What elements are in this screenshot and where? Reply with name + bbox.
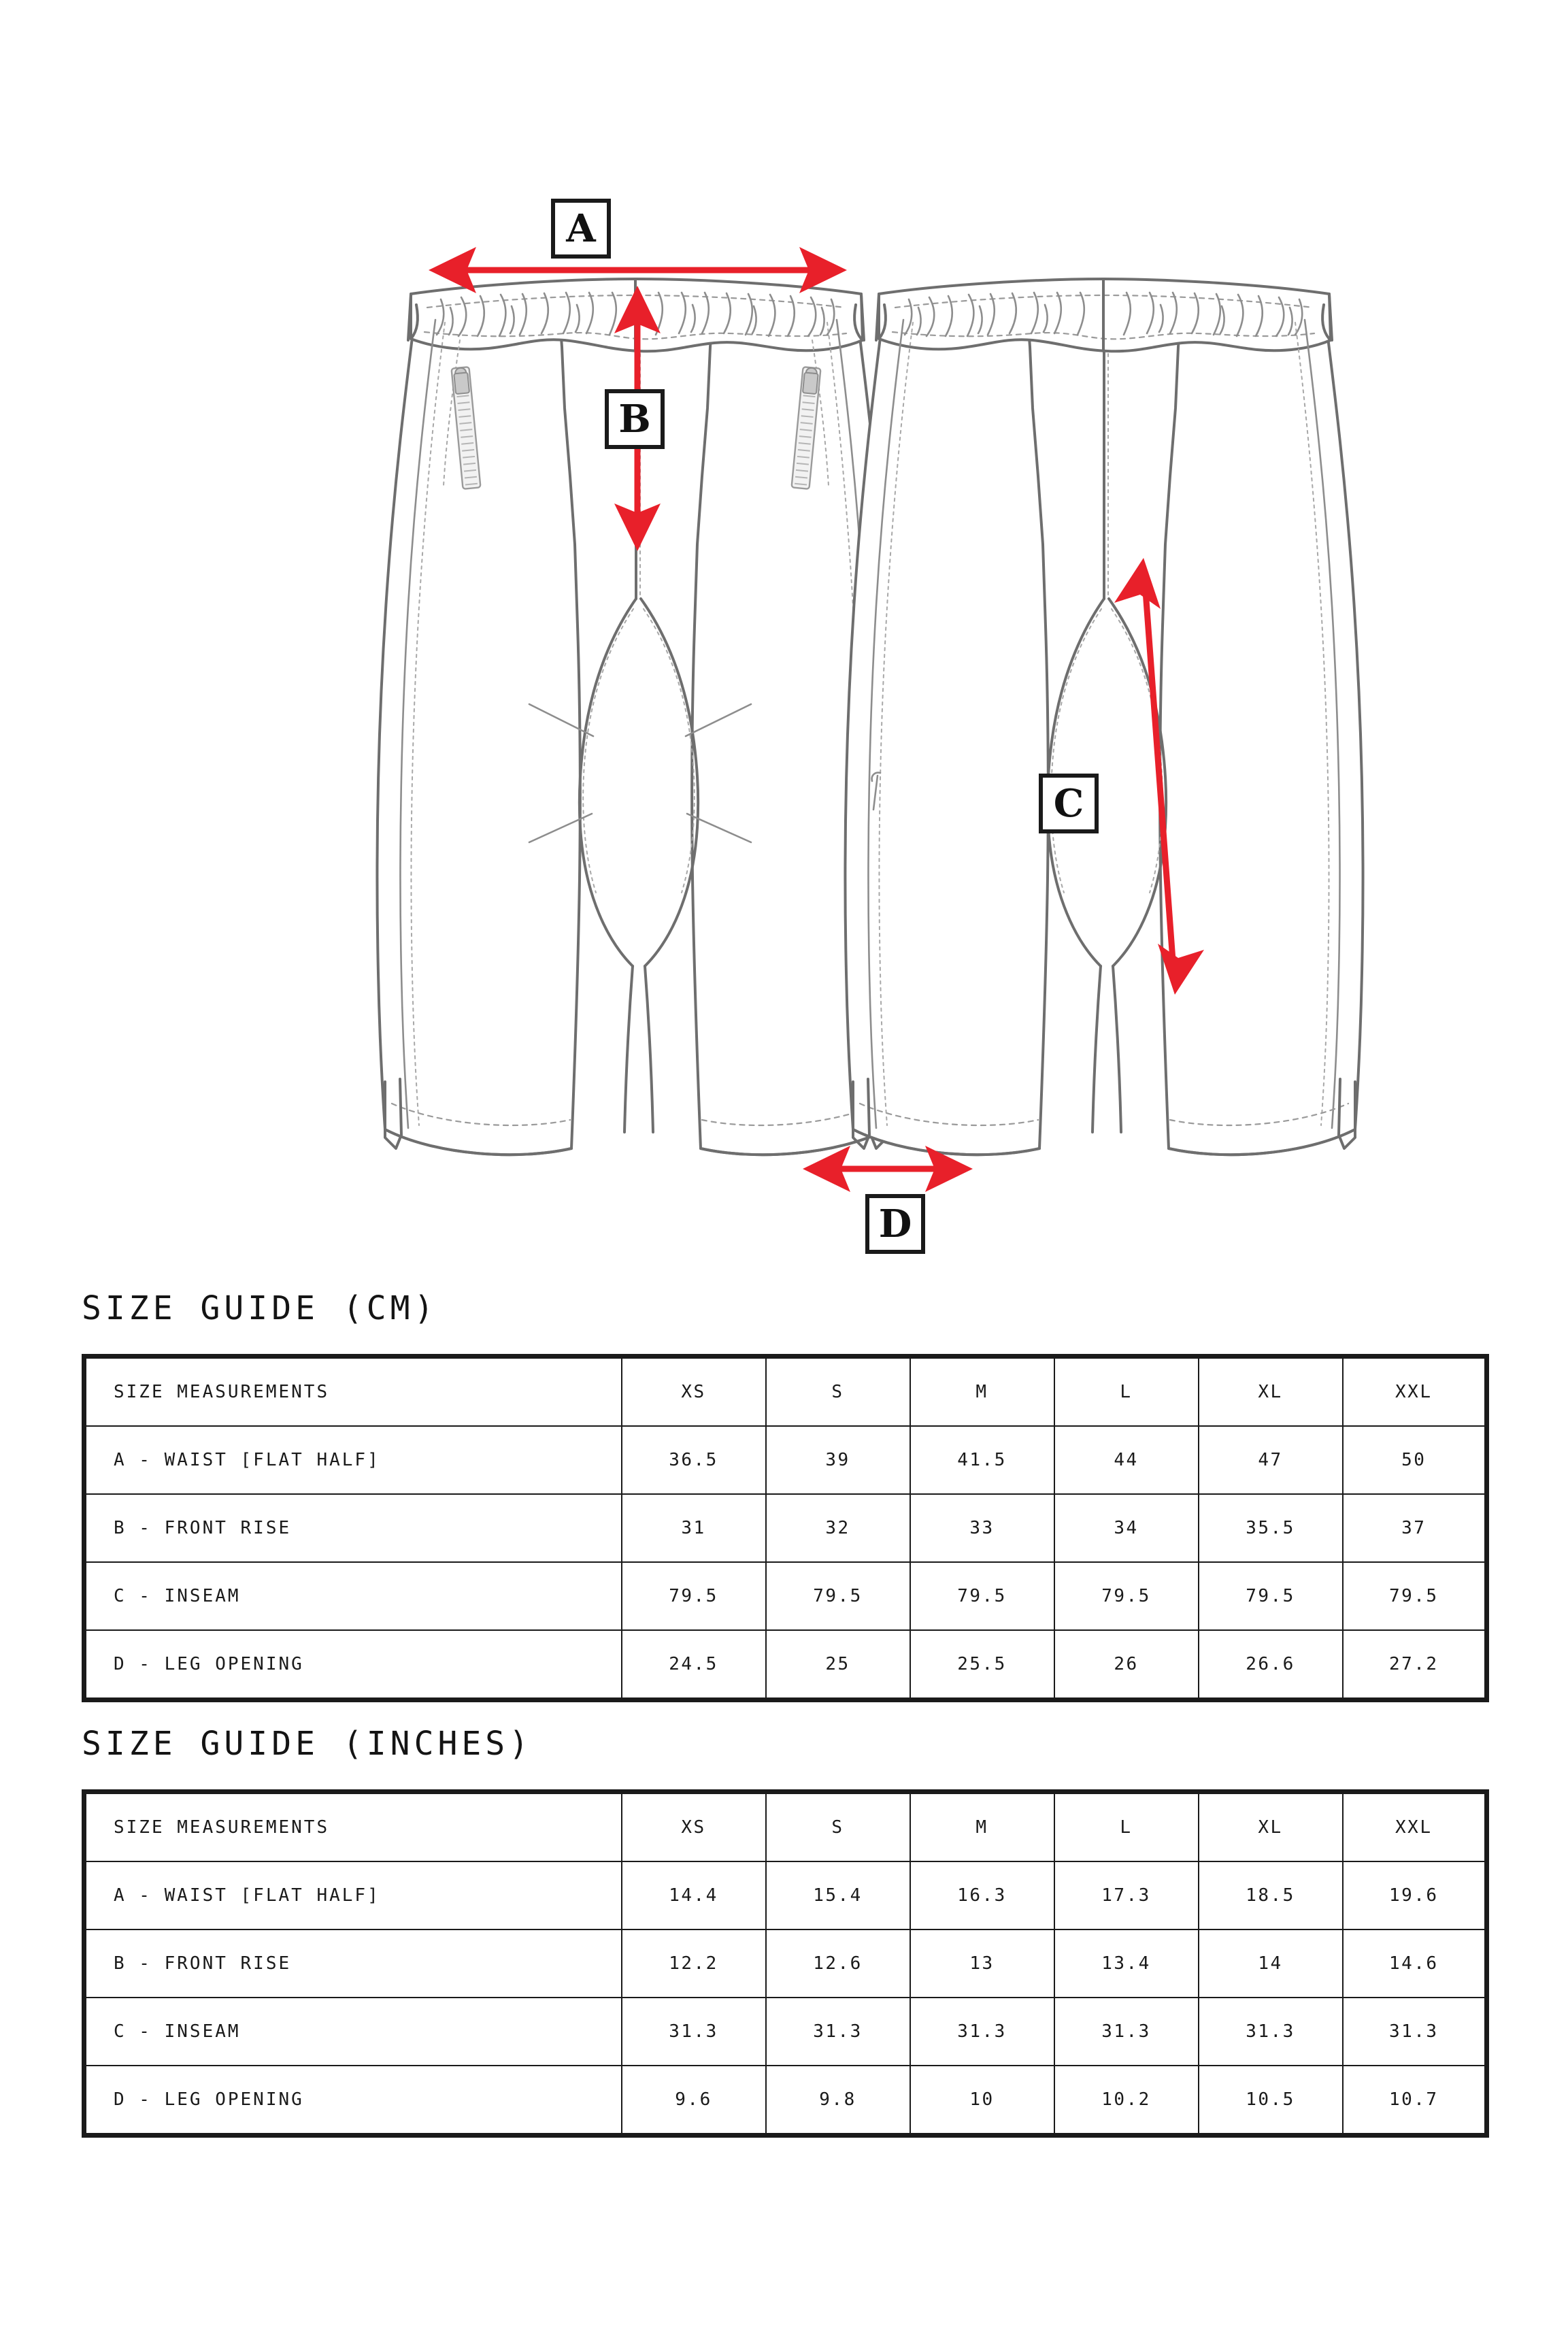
cell-value: 19.6 [1343,1861,1487,1929]
column-header-s: S [766,1357,910,1427]
cell-value: 79.5 [766,1562,910,1630]
size-guide-cm-table [82,1354,1489,1702]
cell-value: 37 [1343,1494,1487,1562]
marker-label-d: D [878,1202,912,1246]
column-header-s: S [766,1792,910,1862]
cell-value: 26.6 [1199,1630,1343,1700]
size-guide-inches-title: SIZE GUIDE (INCHES) [82,1725,533,1763]
size-guide-inches-table [82,1789,1489,2138]
cell-value: 26 [1054,1630,1199,1700]
row-label-leg-opening: D - LEG OPENING [84,1630,622,1700]
cell-value: 79.5 [910,1562,1054,1630]
table-row [84,1494,1487,1562]
cell-value: 79.5 [1054,1562,1199,1630]
cell-value: 18.5 [1199,1861,1343,1929]
cell-value: 13.4 [1054,1929,1199,1998]
cell-value: 50 [1343,1426,1487,1494]
cell-value: 35.5 [1199,1494,1343,1562]
column-header-l: L [1054,1792,1199,1862]
cell-value: 36.5 [622,1426,766,1494]
cell-value: 44 [1054,1426,1199,1494]
cell-value: 27.2 [1343,1630,1487,1700]
table-header-row [84,1792,1487,1862]
cell-value: 24.5 [622,1630,766,1700]
size-guide-inches-table-wrapper [82,1789,1485,2138]
table-row [84,1426,1487,1494]
marker-box-d [867,1196,923,1252]
cell-value: 31.3 [1199,1998,1343,2066]
cell-value: 12.6 [766,1929,910,1998]
table-row [84,1861,1487,1929]
column-header-l: L [1054,1357,1199,1427]
column-header-m: M [910,1792,1054,1862]
column-header-xs: XS [622,1357,766,1427]
column-header-xl: XL [1199,1792,1343,1862]
cell-value: 15.4 [766,1861,910,1929]
cell-value: 13 [910,1929,1054,1998]
cell-value: 39 [766,1426,910,1494]
cell-value: 25 [766,1630,910,1700]
size-guide-cm-table-wrapper [82,1354,1485,1702]
marker-box-a [553,201,609,256]
column-header-xs: XS [622,1792,766,1862]
cell-value: 10.5 [1199,2066,1343,2136]
cell-value: 14.6 [1343,1929,1487,1998]
marker-label-b: B [618,397,651,442]
row-label-front-rise: B - FRONT RISE [84,1929,622,1998]
row-label-inseam: C - INSEAM [84,1998,622,2066]
cell-value: 14.4 [622,1861,766,1929]
cell-value: 31.3 [1343,1998,1487,2066]
column-header-xl: XL [1199,1357,1343,1427]
cell-value: 9.8 [766,2066,910,2136]
cell-value: 10.7 [1343,2066,1487,2136]
cell-value: 79.5 [1199,1562,1343,1630]
cell-value: 31.3 [1054,1998,1199,2066]
table-row [84,1630,1487,1700]
cell-value: 16.3 [910,1861,1054,1929]
table-row [84,1929,1487,1998]
table-row [84,1998,1487,2066]
marker-label-c: C [1053,781,1084,826]
table-row [84,1562,1487,1630]
cell-value: 41.5 [910,1426,1054,1494]
column-header-measurements: SIZE MEASUREMENTS [84,1357,622,1427]
marker-label-a: A [566,206,596,251]
cell-value: 17.3 [1054,1861,1199,1929]
cell-value: 31.3 [910,1998,1054,2066]
cell-value: 10.2 [1054,2066,1199,2136]
cell-value: 79.5 [1343,1562,1487,1630]
cell-value: 33 [910,1494,1054,1562]
cell-value: 32 [766,1494,910,1562]
cell-value: 14 [1199,1929,1343,1998]
column-header-m: M [910,1357,1054,1427]
row-label-front-rise: B - FRONT RISE [84,1494,622,1562]
marker-box-b [607,391,663,447]
size-guide-cm-title: SIZE GUIDE (CM) [82,1289,438,1327]
cell-value: 31.3 [622,1998,766,2066]
row-label-leg-opening: D - LEG OPENING [84,2066,622,2136]
cell-value: 31.3 [766,1998,910,2066]
column-header-measurements: SIZE MEASUREMENTS [84,1792,622,1862]
cell-value: 34 [1054,1494,1199,1562]
table-row [84,2066,1487,2136]
cell-value: 12.2 [622,1929,766,1998]
cell-value: 10 [910,2066,1054,2136]
cell-value: 47 [1199,1426,1343,1494]
row-label-waist: A - WAIST [FLAT HALF] [84,1426,622,1494]
cell-value: 79.5 [622,1562,766,1630]
row-label-inseam: C - INSEAM [84,1562,622,1630]
back-view [846,279,1363,1155]
column-header-xxl: XXL [1343,1357,1487,1427]
column-header-xxl: XXL [1343,1792,1487,1862]
cell-value: 31 [622,1494,766,1562]
table-header-row [84,1357,1487,1427]
cell-value: 25.5 [910,1630,1054,1700]
row-label-waist: A - WAIST [FLAT HALF] [84,1861,622,1929]
marker-box-c [1041,776,1097,831]
cell-value: 9.6 [622,2066,766,2136]
